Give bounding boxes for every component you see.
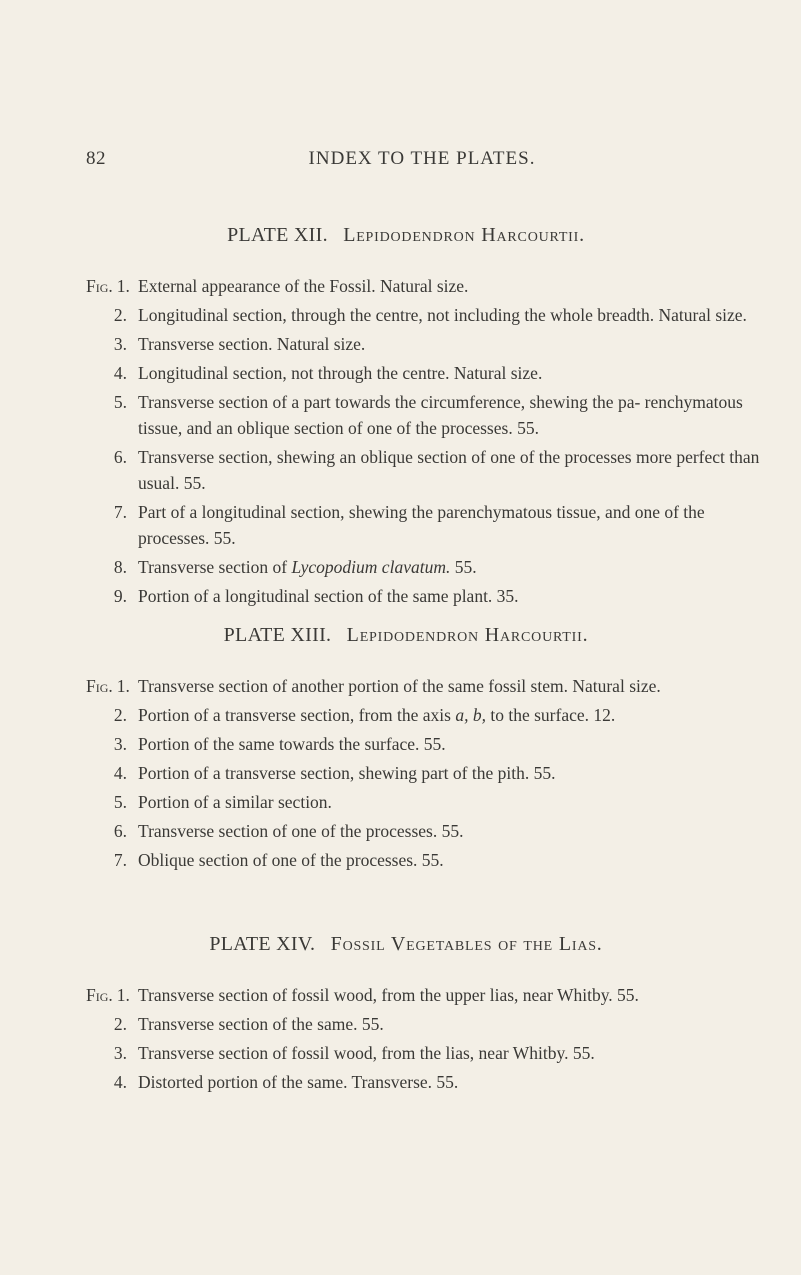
fig-number: 4. [113, 1072, 127, 1092]
fig-number: 1. [116, 676, 130, 696]
figure-item [86, 1011, 766, 1037]
fig-description: Transverse section of fossil wood, from the upper lias, near Whitby. 55. [138, 985, 639, 1005]
species-name: Lycopodium clavatum. [291, 557, 451, 577]
plate-heading [86, 624, 766, 647]
fig-text: Portion of a transverse section, from the axis [138, 705, 456, 725]
plate-xiii-section [86, 624, 766, 876]
fig-description: Transverse section. Natural size. [138, 334, 366, 354]
figure-item [86, 760, 766, 786]
fig-description: Portion of a similar section. [138, 792, 332, 812]
fig-number: 3. [113, 734, 127, 754]
fig-description: External appearance of the Fossil. Natural size. [138, 276, 469, 296]
figure-item [86, 331, 766, 357]
plate-heading [86, 933, 766, 956]
fig-magnification: 55. [450, 557, 477, 577]
figure-item [86, 818, 766, 844]
fig-prefix: Fig. [86, 676, 113, 696]
plate-xii-section [86, 224, 766, 612]
figure-list [86, 673, 766, 873]
fig-number: 7. [113, 502, 127, 522]
fig-description: Longitudinal section, not through the centre. Natural size. [138, 363, 543, 383]
fig-description: Transverse section of the same. 55. [138, 1014, 384, 1034]
fig-number: 6. [113, 447, 127, 467]
fig-description: Transverse section, shewing an oblique section of one of the processes more perfect than usual. 55. [138, 447, 760, 493]
plate-subject: Lepidodendron Harcourtii. [343, 224, 585, 246]
fig-description: Transverse section of one of the processes. 55. [138, 821, 464, 841]
fig-number: 1. [116, 985, 130, 1005]
plate-label: PLATE XIII. [223, 624, 332, 646]
fig-number: 4. [113, 763, 127, 783]
fig-number: 4. [113, 363, 127, 383]
fig-description [132, 554, 766, 580]
figure-item [86, 554, 766, 580]
fig-description: Portion of a longitudinal section of the same plant. 35. [138, 586, 519, 606]
fig-description: Portion of a transverse section, shewing part of the pith. 55. [138, 763, 556, 783]
fig-description: Portion of the same towards the surface. 55. [138, 734, 446, 754]
fig-text: Transverse section of [138, 557, 292, 577]
figure-item [86, 982, 766, 1008]
figure-item [86, 789, 766, 815]
figure-item [86, 273, 766, 299]
figure-item [86, 847, 766, 873]
fig-number: 3. [113, 1043, 127, 1063]
figure-item [86, 360, 766, 386]
figure-list [86, 273, 766, 609]
fig-number: 7. [113, 850, 127, 870]
plate-label: PLATE XIV. [209, 933, 316, 955]
fig-description: Transverse section of another portion of the same fossil stem. Natural size. [138, 676, 661, 696]
figure-item [86, 389, 766, 441]
figure-item [86, 673, 766, 699]
axis-labels: a, b, [455, 705, 486, 725]
fig-number: 8. [113, 557, 127, 577]
plate-xiv-section [86, 933, 766, 1098]
running-title: INDEX TO THE PLATES. [308, 148, 536, 169]
fig-description: Distorted portion of the same. Transverse. 55. [138, 1072, 459, 1092]
figure-item [86, 1040, 766, 1066]
running-head [86, 148, 758, 174]
fig-number: 5. [113, 392, 127, 412]
plate-subject: Fossil Vegetables of the Lias. [330, 933, 603, 955]
plate-subject: Lepidodendron Harcourtii. [346, 624, 589, 646]
figure-item [86, 702, 766, 728]
fig-magnification: to the surface. 12. [485, 705, 616, 725]
fig-number: 2. [113, 1014, 127, 1034]
figure-item [86, 302, 766, 328]
fig-description: Oblique section of one of the processes. 55. [138, 850, 444, 870]
figure-item [86, 731, 766, 757]
fig-description: Longitudinal section, through the centre, not including the whole breadth. Natural size. [138, 305, 747, 325]
fig-number: 3. [113, 334, 127, 354]
fig-number: 6. [113, 821, 127, 841]
fig-prefix: Fig. [86, 985, 113, 1005]
figure-item [86, 1069, 766, 1095]
fig-number: 5. [113, 792, 127, 812]
fig-number: 2. [113, 705, 127, 725]
figure-item [86, 444, 766, 496]
figure-list [86, 982, 766, 1095]
fig-description: Part of a longitudinal section, shewing the parenchymatous tissue, and one of the processes. 55. [138, 502, 705, 548]
fig-prefix: Fig. [86, 276, 113, 296]
fig-number: 9. [113, 586, 127, 606]
fig-description: Transverse section of a part towards the circumference, shewing the pa- renchymatous tissue, and an oblique section of one of the processes. 55. [138, 392, 743, 438]
figure-item [86, 583, 766, 609]
page-number: 82 [86, 148, 106, 169]
plate-heading [86, 224, 766, 247]
fig-description: Transverse section of fossil wood, from the lias, near Whitby. 55. [138, 1043, 595, 1063]
figure-item [86, 499, 766, 551]
fig-description [132, 702, 766, 728]
fig-number: 1. [116, 276, 130, 296]
plate-label: PLATE XII. [227, 224, 328, 246]
fig-number: 2. [113, 305, 127, 325]
